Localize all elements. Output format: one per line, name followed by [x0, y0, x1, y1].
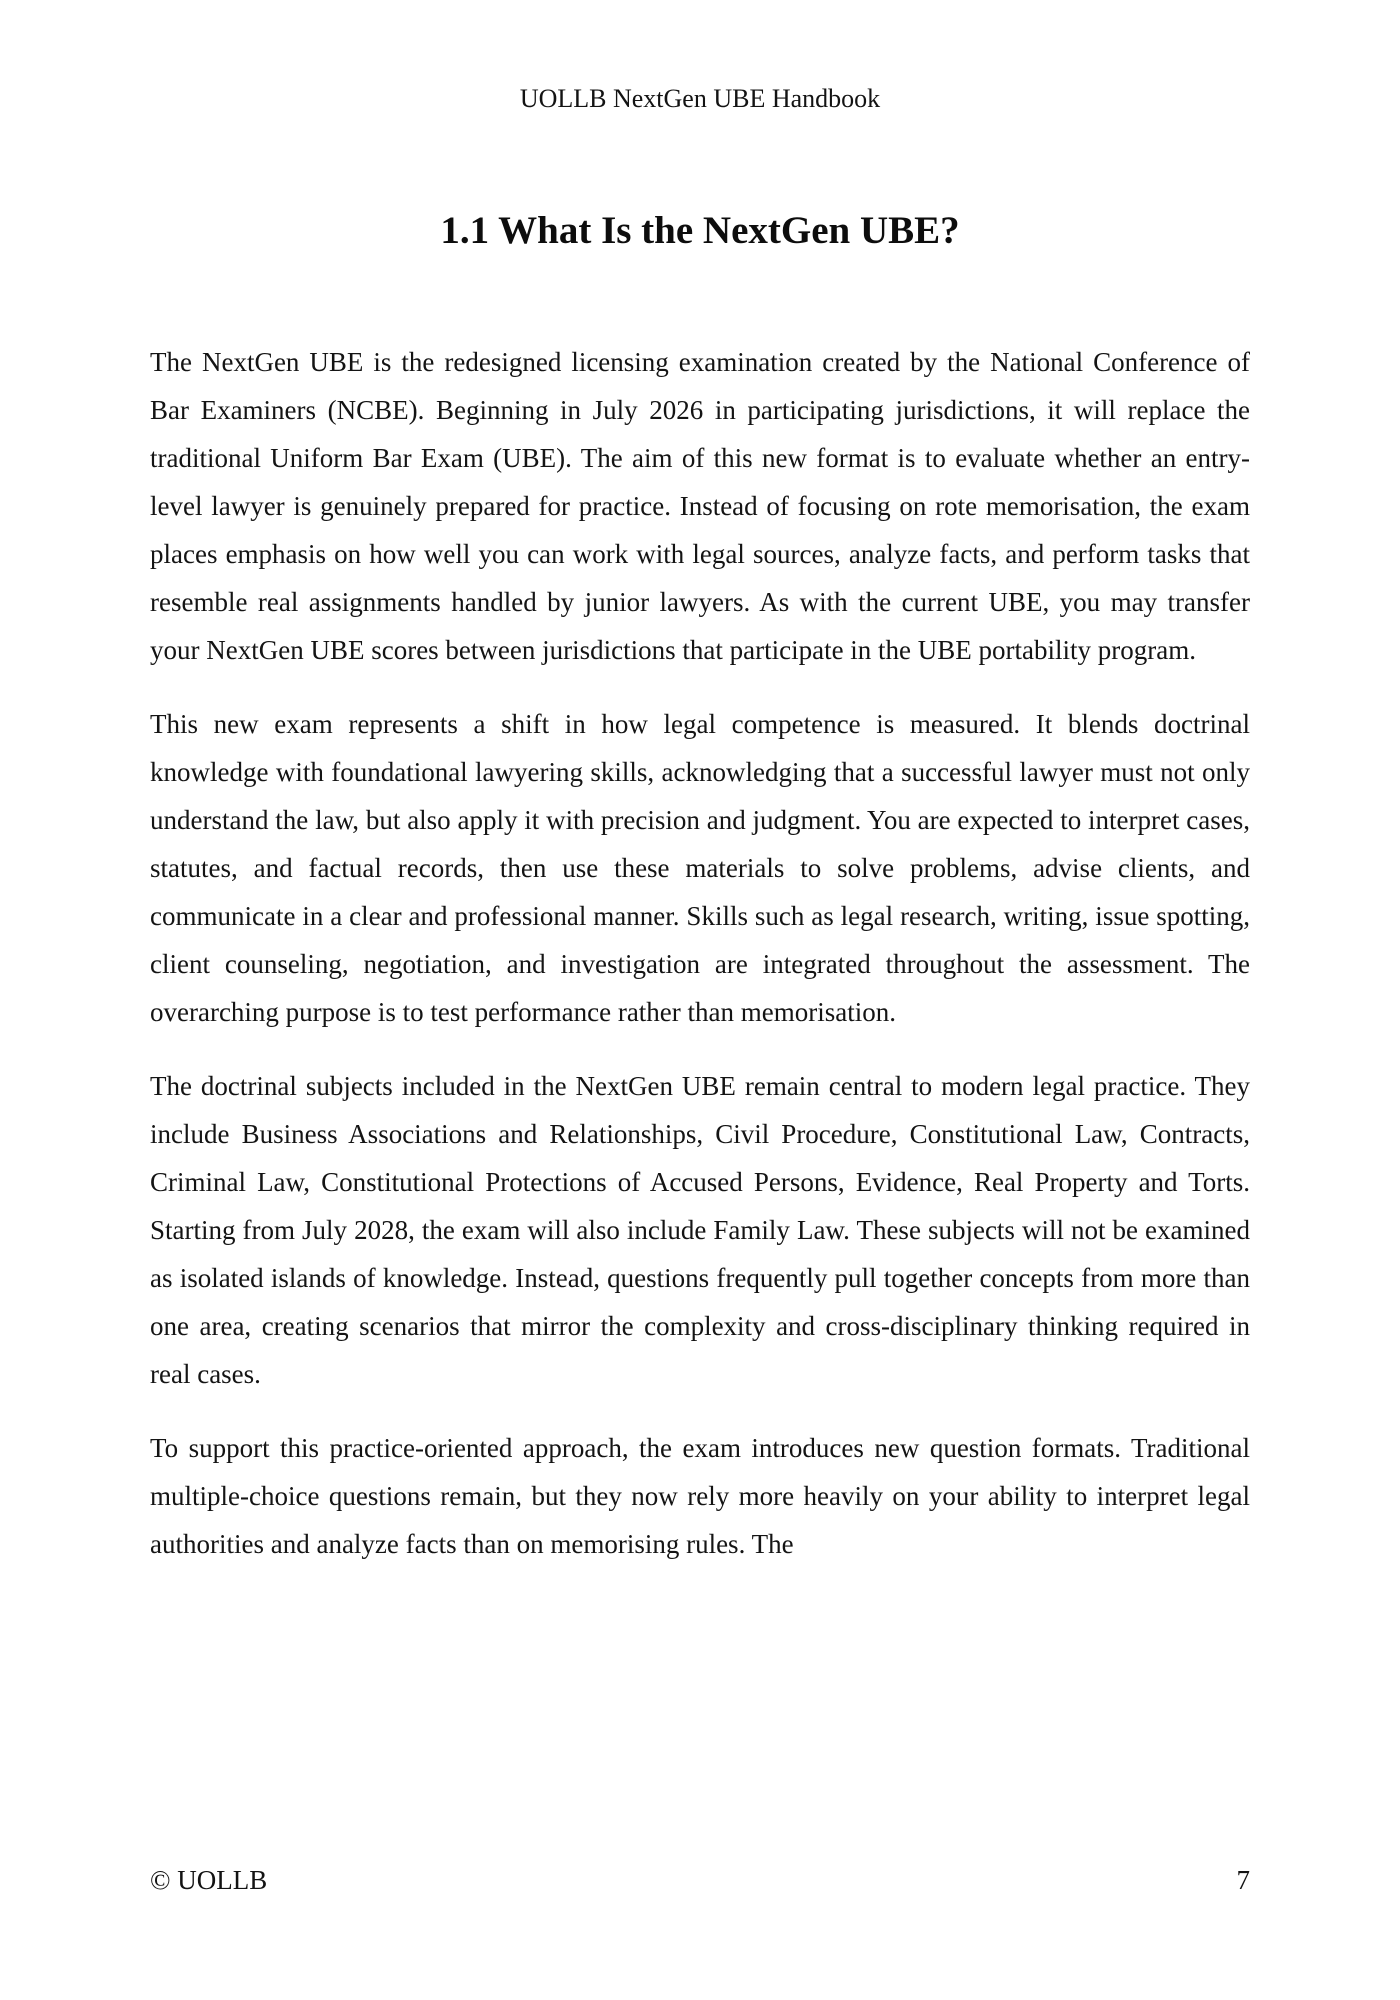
paragraph-3: The doctrinal subjects included in the NextGen UBE remain central to modern legal practice. They include Business Associations and Relationships, Civil Procedure, Constitutional Law, Contracts, Criminal Law, Constitutional Protections of Accused Persons, Evidence, Real Property and Torts. Starting from July 2028, the exam will also include Family Law. These subjects will not be examined as isolated islands of knowledge. Instead, questions frequently pull together concepts from more than one area, creating scenarios that mirror the complexity and cross-disciplinary thinking required in real cases.: [150, 1071, 1250, 1389]
running-header: UOLLB NextGen UBE Handbook: [519, 84, 881, 113]
copyright-notice: © UOLLB: [150, 1865, 268, 1895]
section-title: 1.1 What Is the NextGen UBE?: [440, 209, 960, 253]
paragraph-4: To support this practice-oriented approach, the exam introduces new question formats. Traditional multiple-choice questions remain, but they now rely more heavily on your ability to interpret legal authorities and analyze facts than on memorising rules. The: [150, 1433, 1250, 1559]
paragraph-2: This new exam represents a shift in how legal competence is measured. It blends doctrinal knowledge with foundational lawyering skills, acknowledging that a successful lawyer must not only understand the law, but also apply it with precision and judgment. You are expected to interpret cases, statutes, and factual records, then use these materials to solve problems, advise clients, and communicate in a clear and professional manner. Skills such as legal research, writing, issue spotting, client counseling, negotiation, and investigation are integrated throughout the assessment. The overarching purpose is to test performance rather than memorisation.: [150, 709, 1250, 1027]
page-footer: [150, 1864, 1250, 1896]
paragraph-1: The NextGen UBE is the redesigned licensing examination created by the National Conference of Bar Examiners (NCBE). Beginning in July 2026 in participating jurisdictions, it will replace the traditional Uniform Bar Exam (UBE). The aim of this new format is to evaluate whether an entry-level lawyer is genuinely prepared for practice. Instead of focusing on rote memorisation, the exam places emphasis on how well you can work with legal sources, analyze facts, and perform tasks that resemble real assignments handled by junior lawyers. As with the current UBE, you may transfer your NextGen UBE scores between jurisdictions that participate in the UBE portability program.: [150, 347, 1250, 665]
body-text: [150, 338, 1250, 1594]
page-number: 7: [1236, 1865, 1250, 1895]
